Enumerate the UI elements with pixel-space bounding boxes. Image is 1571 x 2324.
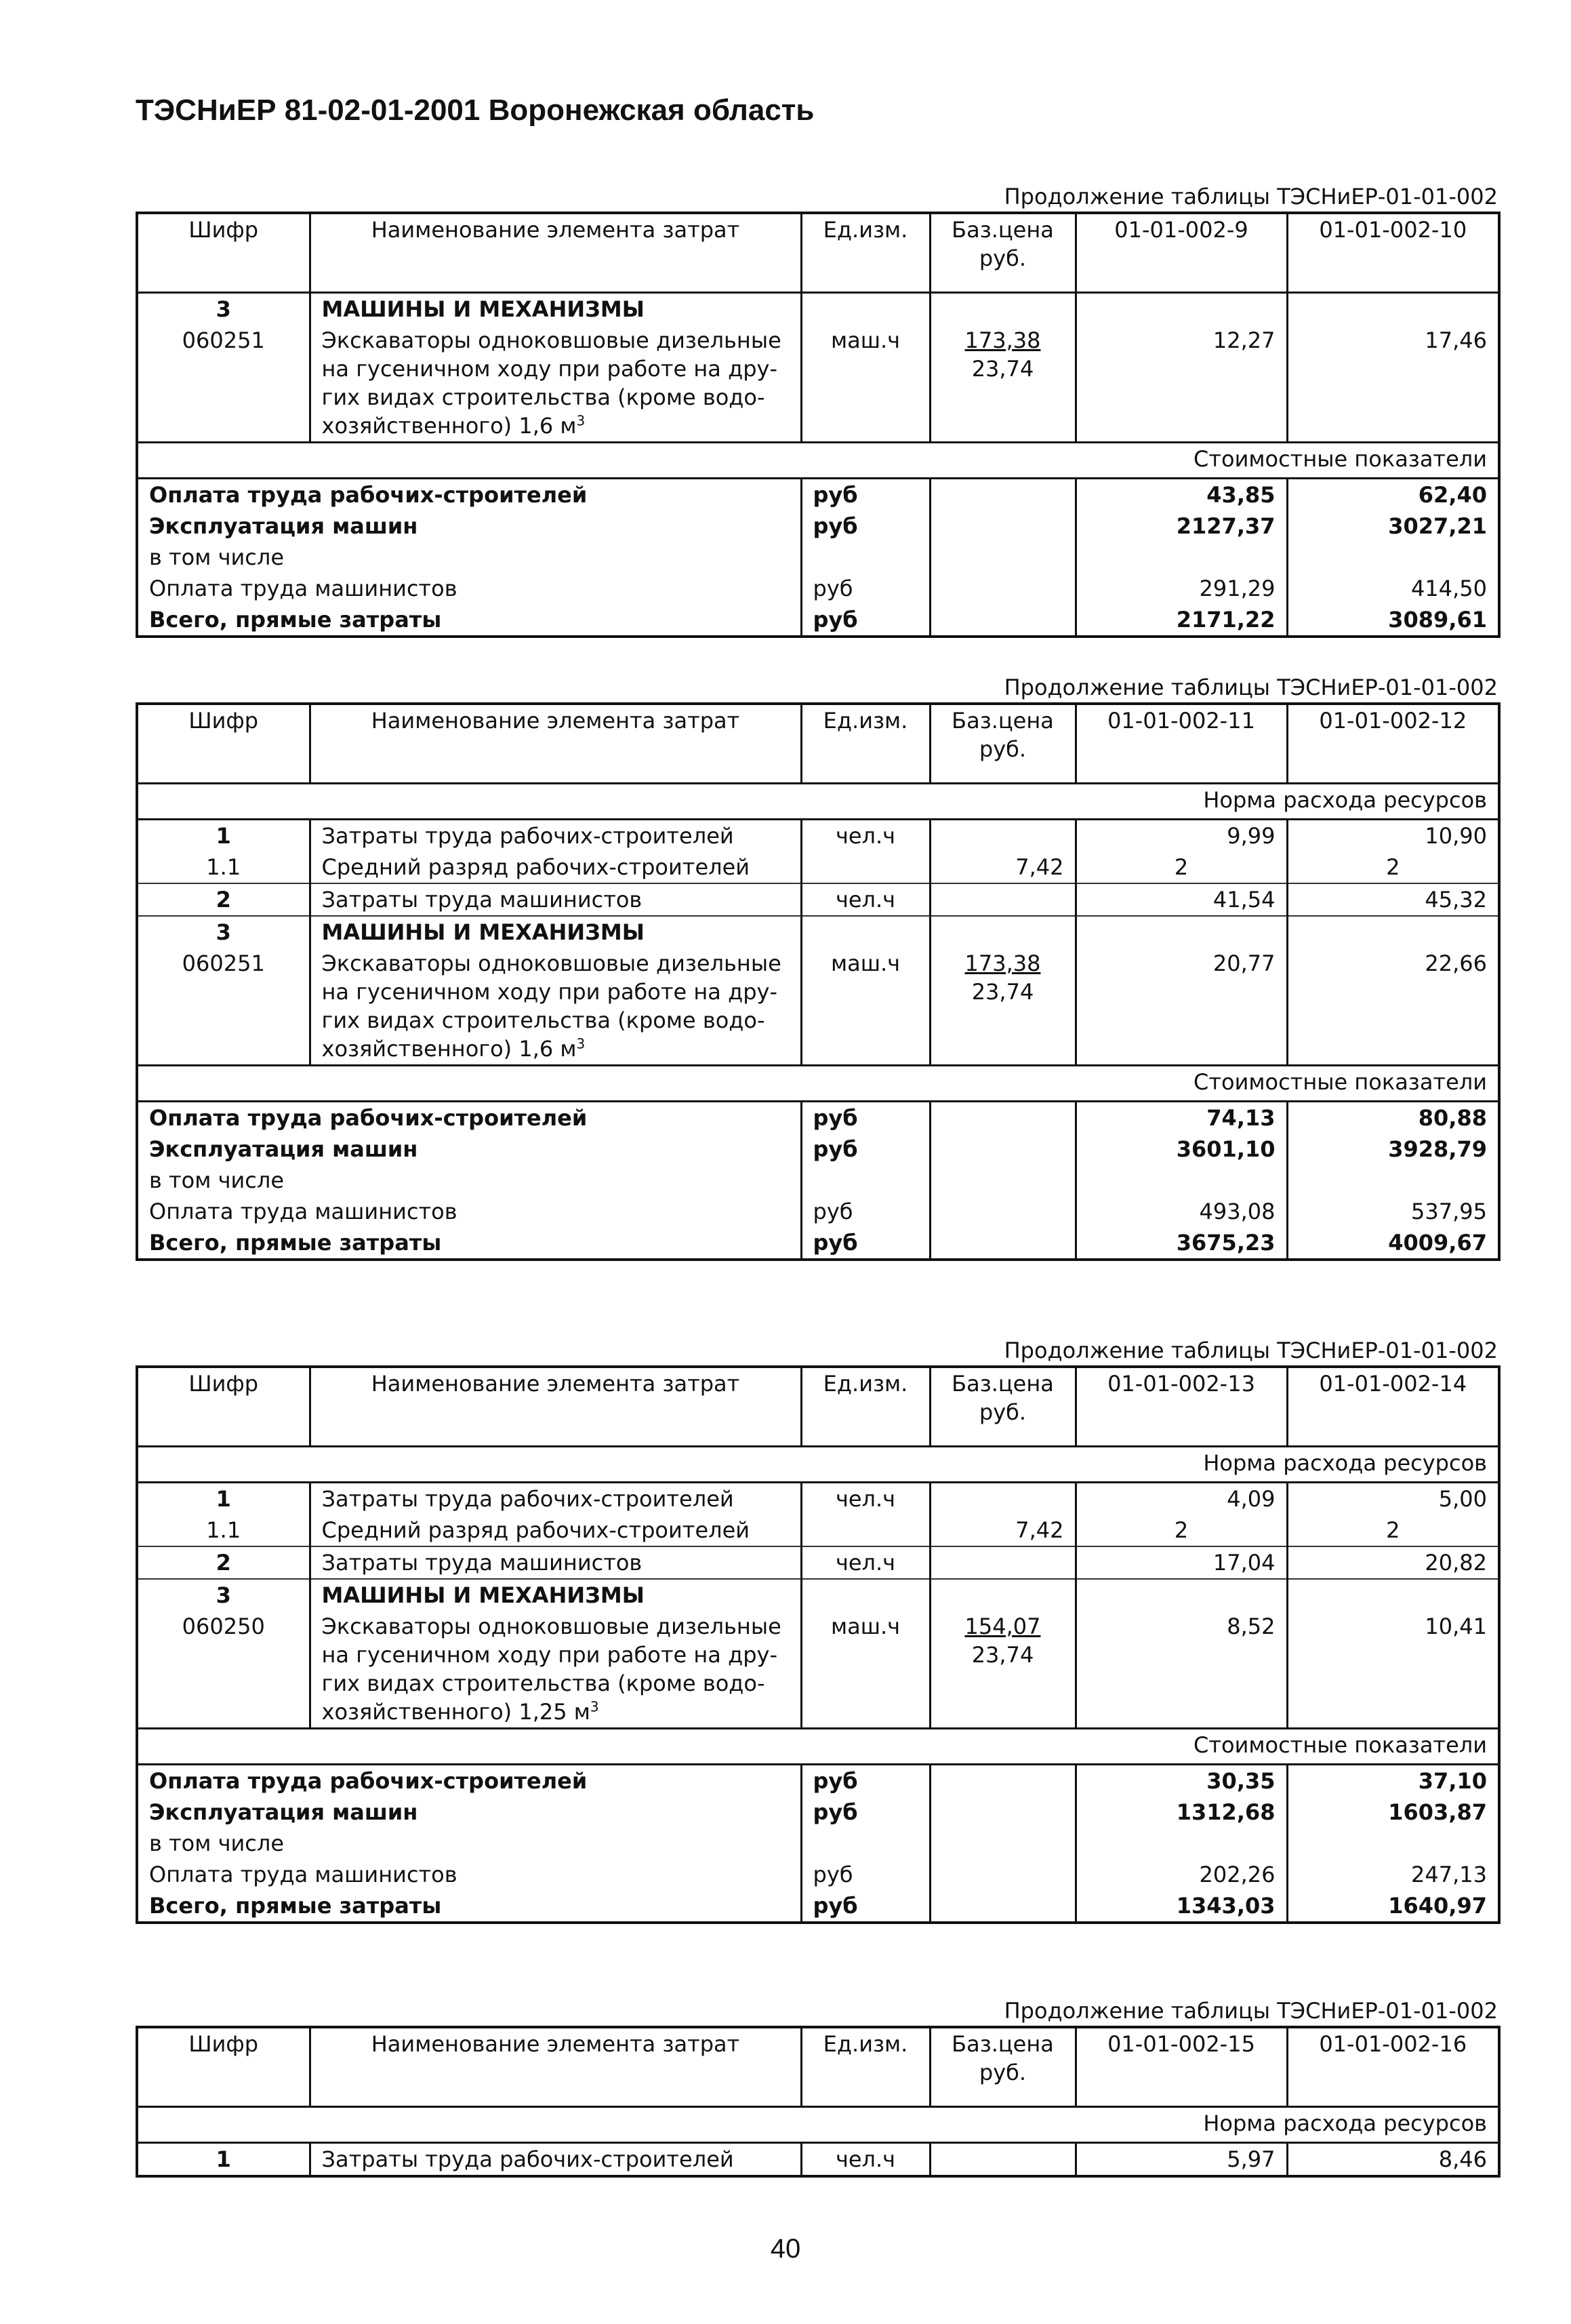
table-header-row [137,1367,1499,1447]
table-block-3 [136,1336,1498,1924]
table-row: Оплата труда машинистов руб 202,26 247,13 [137,1859,1499,1890]
col-header-a: 01-01-002-13 [1076,1367,1287,1447]
col-header-b: 01-01-002-10 [1287,213,1499,293]
table-block-1 [136,182,1498,638]
table-row: 1 Затраты труда рабочих-строителей чел.ч 4,09 5,00 [137,1483,1499,1515]
table-header-row [137,2027,1499,2107]
section-row: Норма расхода ресурсов [137,1447,1499,1483]
resource-table [136,1365,1501,1924]
col-header-a: 01-01-002-11 [1076,704,1287,784]
table-row: Оплата труда машинистов руб 493,08 537,95 [137,1196,1499,1227]
col-header-unit: Ед.изм. [801,2027,930,2107]
table-row: в том числе [137,542,1499,573]
table-caption: Продолжение таблицы ТЭСНиЕР-01-01-002 [1004,1338,1498,1363]
table-row: Эксплуатация машин руб 2127,37 3027,21 [137,510,1499,542]
table-row: в том числе [137,1165,1499,1196]
table-row: Всего, прямые затраты руб 3675,23 4009,67 [137,1227,1499,1260]
table-row: 060251 Экскаваторы одноковшовые дизельные на гусеничном ходу при работе на дру- гих видах строительства (кроме водо- хозяйственного) 1,6 $м^3$ маш.ч 173,38 23,74 20,77 22,66 [137,948,1499,1066]
table-row: 2 Затраты труда машинистов чел.ч 41,54 45,32 [137,883,1499,916]
table-row: 3 МАШИНЫ И МЕХАНИЗМЫ [137,293,1499,325]
table-row: Всего, прямые затраты руб 1343,03 1640,97 [137,1890,1499,1923]
table-block-4 [136,1996,1498,2178]
section-row: Стоимостные показатели [137,1066,1499,1102]
table-block-2 [136,673,1498,1261]
resource-table [136,702,1501,1261]
table-row: 2 Затраты труда машинистов чел.ч 17,04 20,82 [137,1546,1499,1579]
section-row: Норма расхода ресурсов [137,784,1499,820]
table-caption: Продолжение таблицы ТЭСНиЕР-01-01-002 [1004,1998,1498,2024]
col-header-price: Баз.цена руб. [930,704,1076,784]
table-row: 1 Затраты труда рабочих-строителей чел.ч 9,99 10,90 [137,820,1499,852]
col-header-name: Наименование элемента затрат [310,213,801,293]
table-header-row [137,213,1499,293]
col-header-name: Наименование элемента затрат [310,1367,801,1447]
col-header-code: Шифр [137,213,310,293]
col-header-unit: Ед.изм. [801,704,930,784]
table-row: 1.1 Средний разряд рабочих-строителей 7,42 2 2 [137,852,1499,883]
page-title: ТЭСНиЕР 81-02-01-2001 Воронежская область [136,94,815,127]
table-row: 1.1 Средний разряд рабочих-строителей 7,42 2 2 [137,1515,1499,1546]
col-header-b: 01-01-002-12 [1287,704,1499,784]
table-row: 060250 Экскаваторы одноковшовые дизельные на гусеничном ходу при работе на дру- гих видах строительства (кроме водо- хозяйственного) 1,25 $м^3$ маш.ч 154,07 23,74 8,52 10,41 [137,1611,1499,1729]
resource-table [136,212,1501,638]
col-header-price: Баз.цена руб. [930,1367,1076,1447]
col-header-name: Наименование элемента затрат [310,704,801,784]
table-row: 3 МАШИНЫ И МЕХАНИЗМЫ [137,916,1499,948]
col-header-a: 01-01-002-15 [1076,2027,1287,2107]
table-row: Оплата труда рабочих-строителей руб 74,13 80,88 [137,1102,1499,1134]
col-header-a: 01-01-002-9 [1076,213,1287,293]
table-row: Эксплуатация машин руб 1312,68 1603,87 [137,1797,1499,1828]
col-header-code: Шифр [137,2027,310,2107]
col-header-name: Наименование элемента затрат [310,2027,801,2107]
table-row: Оплата труда рабочих-строителей руб 30,35 37,10 [137,1765,1499,1797]
col-header-price: Баз.цена руб. [930,213,1076,293]
section-row: Стоимостные показатели [137,443,1499,479]
table-row: 3 МАШИНЫ И МЕХАНИЗМЫ [137,1579,1499,1611]
section-row: Норма расхода ресурсов [137,2107,1499,2143]
page-number: 40 [770,2234,801,2264]
table-row: 1 Затраты труда рабочих-строителей чел.ч 5,97 8,46 [137,2143,1499,2177]
table-caption: Продолжение таблицы ТЭСНиЕР-01-01-002 [1004,184,1498,209]
resource-table [136,2026,1501,2178]
section-row: Стоимостные показатели [137,1729,1499,1765]
col-header-unit: Ед.изм. [801,213,930,293]
col-header-b: 01-01-002-16 [1287,2027,1499,2107]
table-row: Всего, прямые затраты руб 2171,22 3089,61 [137,604,1499,637]
table-row: 060251 Экскаваторы одноковшовые дизельные на гусеничном ходу при работе на дру- гих видах строительства (кроме водо- хозяйственного) 1,6 $м^3$ маш.ч 173,38 23,74 12,27 17,46 [137,325,1499,443]
table-caption: Продолжение таблицы ТЭСНиЕР-01-01-002 [1004,675,1498,700]
machine-description: Экскаваторы одноковшовые дизельные на гусеничном ходу при работе на дру- гих видах строительства (кроме водо- хозяйственного) 1,6 $м^3$ [310,325,801,443]
table-header-row [137,704,1499,784]
col-header-b: 01-01-002-14 [1287,1367,1499,1447]
col-header-code: Шифр [137,1367,310,1447]
machine-description: Экскаваторы одноковшовые дизельные на гусеничном ходу при работе на дру- гих видах строительства (кроме водо- хозяйственного) 1,6 $м^3$ [310,948,801,1066]
table-row: Оплата труда рабочих-строителей руб 43,85 62,40 [137,479,1499,511]
table-row: Эксплуатация машин руб 3601,10 3928,79 [137,1134,1499,1165]
col-header-price: Баз.цена руб. [930,2027,1076,2107]
col-header-code: Шифр [137,704,310,784]
table-row: Оплата труда машинистов руб 291,29 414,50 [137,573,1499,604]
machine-description: Экскаваторы одноковшовые дизельные на гусеничном ходу при работе на дру- гих видах строительства (кроме водо- хозяйственного) 1,25 $м^3$ [310,1611,801,1729]
table-row: в том числе [137,1828,1499,1859]
col-header-unit: Ед.изм. [801,1367,930,1447]
